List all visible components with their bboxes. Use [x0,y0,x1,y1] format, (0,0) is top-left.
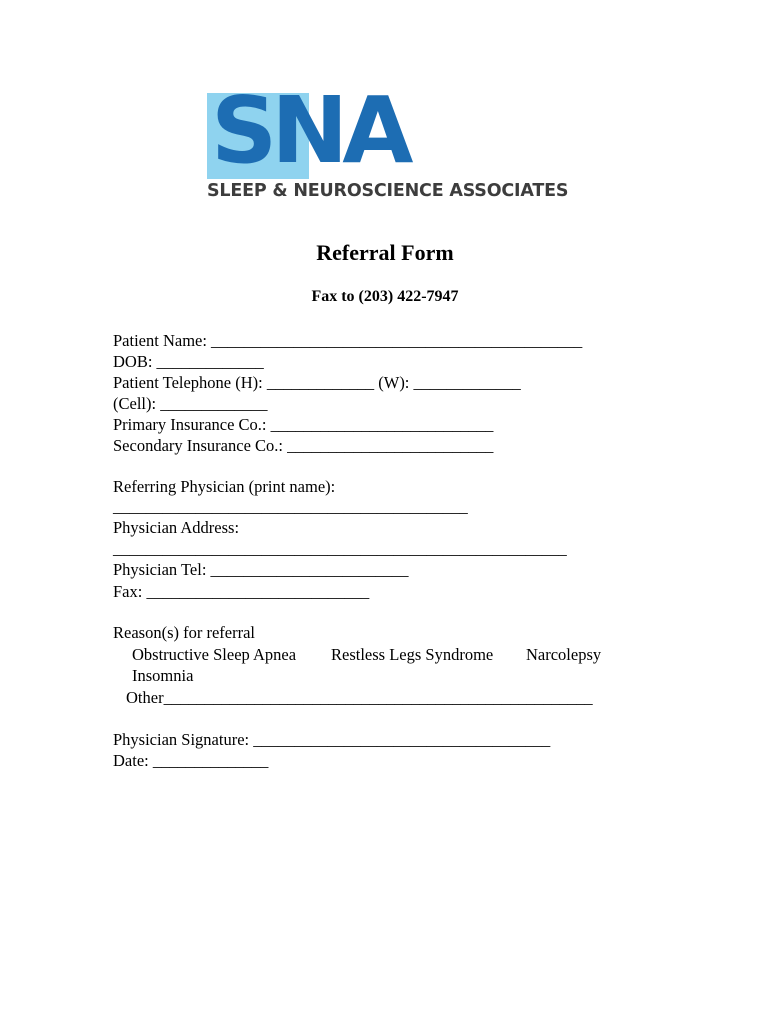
logo-mark: SNA [211,77,408,184]
secondary-insurance-field[interactable]: Secondary Insurance Co.: _________________________ [113,436,494,455]
fax-number: Fax to (203) 422-7947 [311,288,459,305]
referring-physician-label: Referring Physician (print name): [113,477,336,496]
sna-logo [207,77,569,208]
reason-osa[interactable]: Obstructive Sleep Apnea [132,645,297,664]
reason-insomnia[interactable]: Insomnia [132,666,194,685]
cell-field[interactable]: (Cell): _____________ [113,394,268,413]
patient-name-field[interactable]: Patient Name: _____________________________________________ [113,331,583,350]
reason-narcolepsy[interactable]: Narcolepsy [526,645,602,664]
physician-tel-field[interactable]: Physician Tel: ________________________ [113,560,409,579]
physician-address-label: Physician Address: [113,518,240,537]
reasons-label: Reason(s) for referral [113,623,256,642]
form-title: Referral Form [316,240,454,265]
date-field[interactable]: Date: ______________ [113,751,269,770]
reason-other-field[interactable]: Other____________________________________________________ [126,688,593,707]
physician-fax-field[interactable]: Fax: ___________________________ [113,582,370,601]
dob-field[interactable]: DOB: _____________ [113,352,264,371]
patient-telephone-field[interactable]: Patient Telephone (H): _____________ (W): _____________ [113,373,521,392]
referring-physician-field[interactable]: ___________________________________________ [113,497,468,516]
logo-subtitle: SLEEP & NEUROSCIENCE ASSOCIATES [207,181,569,201]
physician-address-field[interactable]: _______________________________________________________ [113,539,567,558]
physician-signature-field[interactable]: Physician Signature: ____________________________________ [113,730,551,749]
reason-rls[interactable]: Restless Legs Syndrome [331,645,494,664]
primary-insurance-field[interactable]: Primary Insurance Co.: ___________________________ [113,415,494,434]
